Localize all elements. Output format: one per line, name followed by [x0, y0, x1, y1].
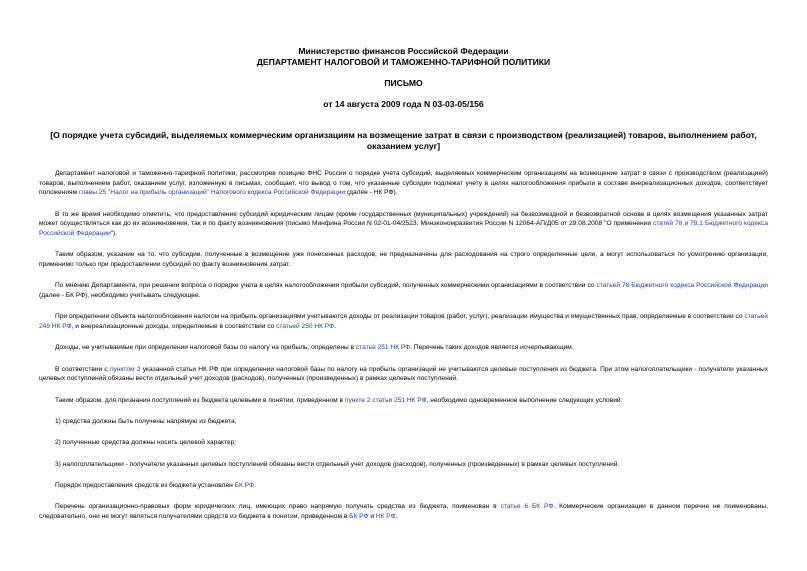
link-point-2-article-251[interactable]: пункте 2 статьи 251 НК РФ: [344, 396, 427, 404]
link-article-249-nk-rf[interactable]: статьей 249 НК РФ: [39, 313, 768, 331]
link-articles-78-bk-rf[interactable]: статей 78 и 78.1 Бюджетного кодекса Российской Федерации: [39, 220, 768, 238]
link-bk-rf[interactable]: БК РФ: [234, 481, 254, 489]
document-subject: [О порядке учета субсидий, выделяемых коммерческим организациям на возмещение затрат в связи с производством (реализацией) товаров, выполнением работ, оказанием услуг]: [50, 130, 757, 151]
document-body: [39, 169, 768, 533]
link-bk-rf-2[interactable]: БК РФ: [349, 512, 369, 520]
paragraph-13: Перечень организационно-правовых форм юридических лиц, имеющих право напрямую получать средства из бюджета, поименован в статье 6 БК РФ. Коммерческие организации в данном перечне не поименованы, следовательно, они не могут являться получателями средств из бюджета в понятии, приведенном в БК РФ и НК РФ.: [39, 503, 768, 520]
link-point-2[interactable]: пунктом 2: [109, 365, 141, 373]
link-article-250-nk-rf[interactable]: статьей 250 НК РФ: [276, 323, 335, 331]
condition-2: 2) полученные средства должны носить целевой характер;: [55, 439, 237, 447]
link-article-6-bk-rf[interactable]: статье 6 БК РФ: [500, 503, 554, 511]
ministry-name: Министерство финансов Российской Федерации: [298, 46, 509, 56]
paragraph-1: Департамент налоговой и таможенно-тарифной политики, рассмотрев позицию ФНС России о порядке учета субсидий, выделяемых коммерческим организациям на возмещение затрат в связи с производством (реализацией) товаров, выполнением работ, оказанием услуг, изложенную в письмах, сообщает, что вывод о том, что указанные субсидии подлежат учету в целях налогообложения прибыли в составе внереализационных доходов, соответствует положениям главы 25 "Налог на прибыль организаций" Налогового кодекса Российской Федерации (далее - НК РФ).: [39, 170, 768, 197]
paragraph-7: В соответствии с пунктом 2 указанной статьи НК РФ при определении налоговой базы по налогу на прибыль организаций не учитываются целевые поступления из бюджета. При этом налогоплательщики - получатели указанных целевых поступлений обязаны вести отдельный учет доходов (расходов), полученных (произведенных) в рамках целевых поступлений.: [39, 365, 769, 383]
condition-3: 3) налогоплательщики - получатели указанных целевых поступлений обязаны вести отдельный учет доходов (расходов), полученных (произведенных) в рамках целевых поступлений.: [55, 460, 620, 468]
paragraph-6: Доходы, не учитываемые при определении налоговой базы по налогу на прибыль, определены в статье 251 НК РФ. Перечень таких доходов является исчерпывающим.: [55, 344, 574, 352]
link-article-78-bk-rf[interactable]: статьей 78 Бюджетного кодекса Российской Федерации: [596, 282, 768, 290]
paragraph-4: По мнению Департамента, при решении вопроса о порядке учета в целях налогообложения прибыли субсидий, полученных коммерческими организациями в соответствии со статьей 78 Бюджетного кодекса Российской Федерации (далее - БК РФ), необходимо учитывать следующее.: [39, 282, 768, 300]
document-date-number: от 14 августа 2009 года N 03-03-05/156: [323, 99, 484, 109]
paragraph-2: В то же время необходимо отметить, что предоставление субсидий юридическим лицам (кроме государственных (муниципальных) учреждений) на безвозмездной и безвозвратной основе в целях возмещения указанных затрат может осуществляться как до их возникновения, так и по факту возникновения (письмо Минфина России N 02-01-04/2523, Минэкономразвития России N 12064-АП/Д05 от 29.08.2008 "О применении статей 78 и 78.1 Бюджетного кодекса Российской Федерации").: [39, 210, 768, 238]
paragraph-5: При определении объекта налогообложения налогом на прибыль организациями учитываются доходы от реализации товаров (работ, услуг), реализации имущества и имущественных прав, определяемые в соответствии со статьей 249 НК РФ, и внереализационные доходы, определяемые в соответствии со статьей 250 НК РФ.: [39, 313, 768, 331]
link-chapter-25-nk-rf[interactable]: главы 25 "Налог на прибыль организаций" Налогового кодекса Российской Федерации: [78, 189, 346, 197]
link-article-251-nk-rf[interactable]: статье 251 НК РФ: [355, 344, 411, 352]
paragraph-12: Порядок предоставления средств из бюджета установлен БК РФ.: [55, 481, 256, 489]
paragraph-8: Таким образом, для признания поступлений из бюджета целевыми в понятии, приведенном в пункте 2 статьи 251 НК РФ, необходимо одновременное выполнение следующих условий:: [55, 396, 623, 404]
paragraph-3: Таким образом, указание на то, что субсидии, полученные в возмещение уже понесенных расходов, не предназначены для расходования на строго определенные цели, а могут использоваться по усмотрению организации, применимо только при предоставлении субсидий по факту возникновения затрат.: [39, 251, 768, 269]
link-nk-rf[interactable]: НК РФ: [375, 512, 396, 520]
department-name: ДЕПАРТАМЕНТ НАЛОГОВОЙ И ТАМОЖЕННО-ТАРИФНОЙ ПОЛИТИКИ: [256, 57, 551, 67]
condition-1: 1) средства должны быть получены напрямую из бюджета;: [55, 418, 237, 425]
document-type: ПИСЬМО: [384, 78, 423, 88]
